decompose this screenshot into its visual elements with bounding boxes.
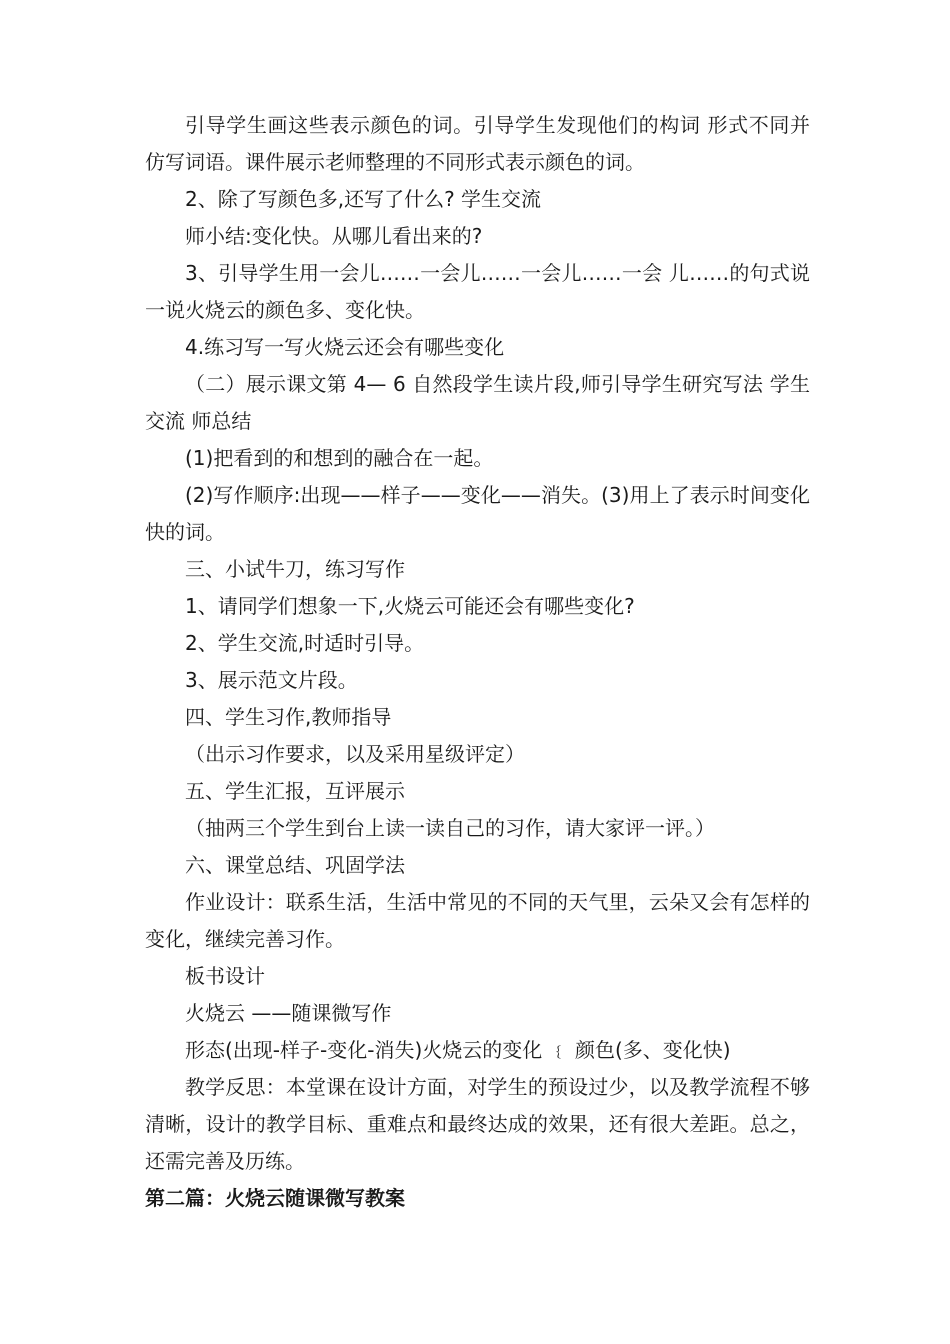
- paragraph-10: 1、请同学们想象一下,火烧云可能还会有哪些变化?: [185, 594, 635, 618]
- paragraph-3: 师小结:变化快。从哪儿看出来的?: [185, 224, 483, 248]
- section-heading: 第二篇：火烧云随课微写教案: [145, 1186, 405, 1210]
- paragraph-22: 教学反思：本堂课在设计方面，对学生的预设过少，以及教学流程不够清晰，设计的教学目标、重难点和最终达成的效果，还有很大差距。总之，还需完善及历练。: [145, 1075, 810, 1173]
- paragraph-15: 五、学生汇报，互评展示: [185, 779, 405, 803]
- document-body: [145, 107, 810, 1217]
- paragraph-5: 4.练习写一写火烧云还会有哪些变化: [185, 335, 505, 359]
- paragraph-1: 引导学生画这些表示颜色的词。引导学生发现他们的构词 形式不同并仿写词语。课件展示老师整理的不同形式表示颜色的词。: [145, 113, 810, 174]
- paragraph-21: 形态(出现-样子-变化-消失)火烧云的变化 ﹛ 颜色(多、变化快): [185, 1038, 731, 1062]
- paragraph-20: 火烧云 ——随课微写作: [185, 1001, 392, 1025]
- paragraph-19: 板书设计: [185, 964, 265, 988]
- paragraph-2: 2、除了写颜色多,还写了什么? 学生交流: [185, 187, 542, 211]
- paragraph-17: 六、课堂总结、巩固学法: [185, 853, 405, 877]
- paragraph-8: (2)写作顺序:出现——样子——变化——消失。(3)用上了表示时间变化快的词。: [145, 483, 810, 544]
- paragraph-16: （抽两三个学生到台上读一读自己的习作，请大家评一评。）: [185, 816, 715, 840]
- paragraph-6: （二）展示课文第 4— 6 自然段学生读片段,师引导学生研究写法 学生交流 师总结: [145, 372, 810, 433]
- paragraph-11: 2、学生交流,时适时引导。: [185, 631, 425, 655]
- paragraph-7: (1)把看到的和想到的融合在一起。: [185, 446, 494, 470]
- paragraph-9: 三、小试牛刀，练习写作: [185, 557, 405, 581]
- paragraph-12: 3、展示范文片段。: [185, 668, 358, 692]
- paragraph-13: 四、学生习作,教师指导: [185, 705, 392, 729]
- paragraph-4: 3、引导学生用一会儿……一会儿……一会儿……一会 儿……的句式说一说火烧云的颜色多、变化快。: [145, 261, 810, 322]
- paragraph-14: （出示习作要求，以及采用星级评定）: [185, 742, 525, 766]
- paragraph-18: 作业设计：联系生活，生活中常见的不同的天气里，云朵又会有怎样的变化，继续完善习作。: [145, 890, 810, 951]
